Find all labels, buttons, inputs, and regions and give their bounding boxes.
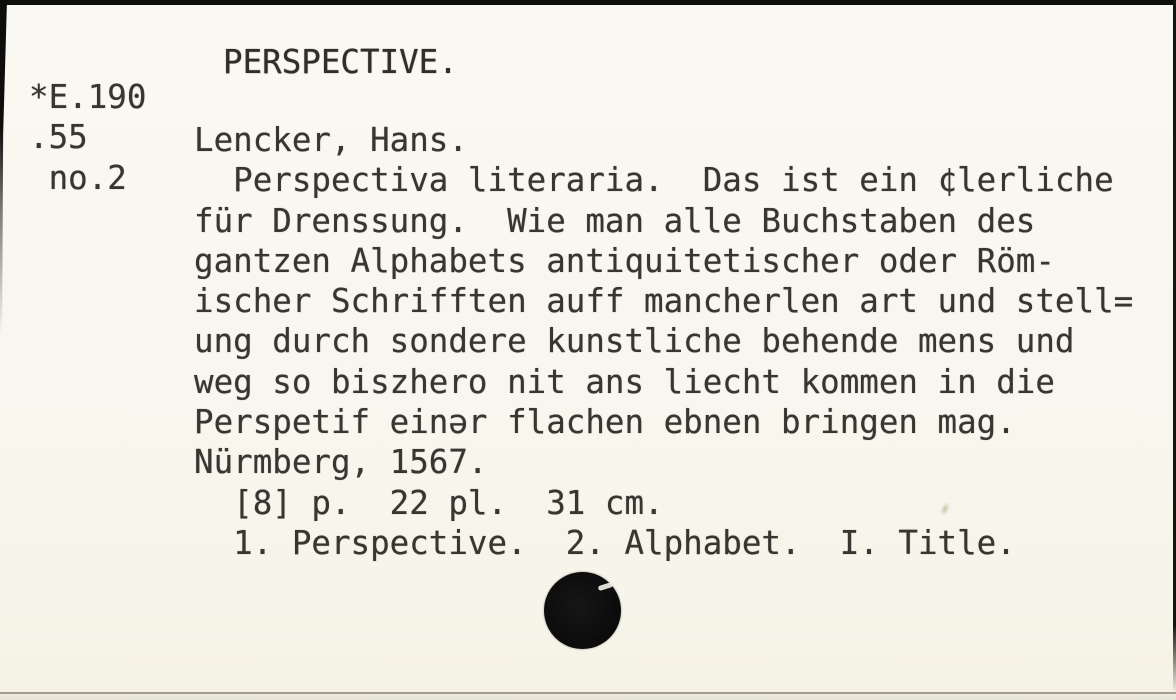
scan-edge-left (0, 0, 7, 335)
call-number-line: no.2 (29, 158, 127, 197)
card-body-line: Perspectiva literaria. Das ist ein ¢lerliche (194, 161, 1114, 200)
scan-edge-bottom (0, 694, 1176, 700)
card-body-line: gantzen Alphabets antiquitetischer oder Röm- (194, 241, 1055, 280)
call-number-line: *E.190 (29, 78, 147, 116)
punch-hole-glint (598, 582, 614, 591)
call-number-block (29, 77, 146, 198)
card-body-line: weg so biszhero nit ans liecht kommen in die (194, 362, 1055, 401)
card-body-line: [8] p. 22 pl. 31 cm. (194, 483, 664, 522)
card-body-line: ischer Schrifften auff mancherlen art und stell= (194, 282, 1134, 321)
card-body-line: Perspetif einər flachen ebnen bringen mag. (194, 403, 1016, 442)
punch-hole (544, 572, 621, 649)
call-number-line: .55 (29, 118, 88, 157)
card-text-block (194, 120, 1133, 563)
author-line: Lencker, Hans. (194, 121, 468, 159)
card-body-line: Nürmberg, 1567. (194, 443, 488, 482)
card-heading: PERSPECTIVE. (223, 43, 458, 81)
scan-edge-top (0, 0, 1176, 5)
card-body-line: 1. Perspective. 2. Alphabet. I. Title. (194, 523, 1016, 562)
card-body-line: für Drenssung. Wie man alle Buchstaben des (194, 201, 1036, 240)
card-body-line: ung durch sondere kunstliche behende mens und (194, 322, 1075, 361)
